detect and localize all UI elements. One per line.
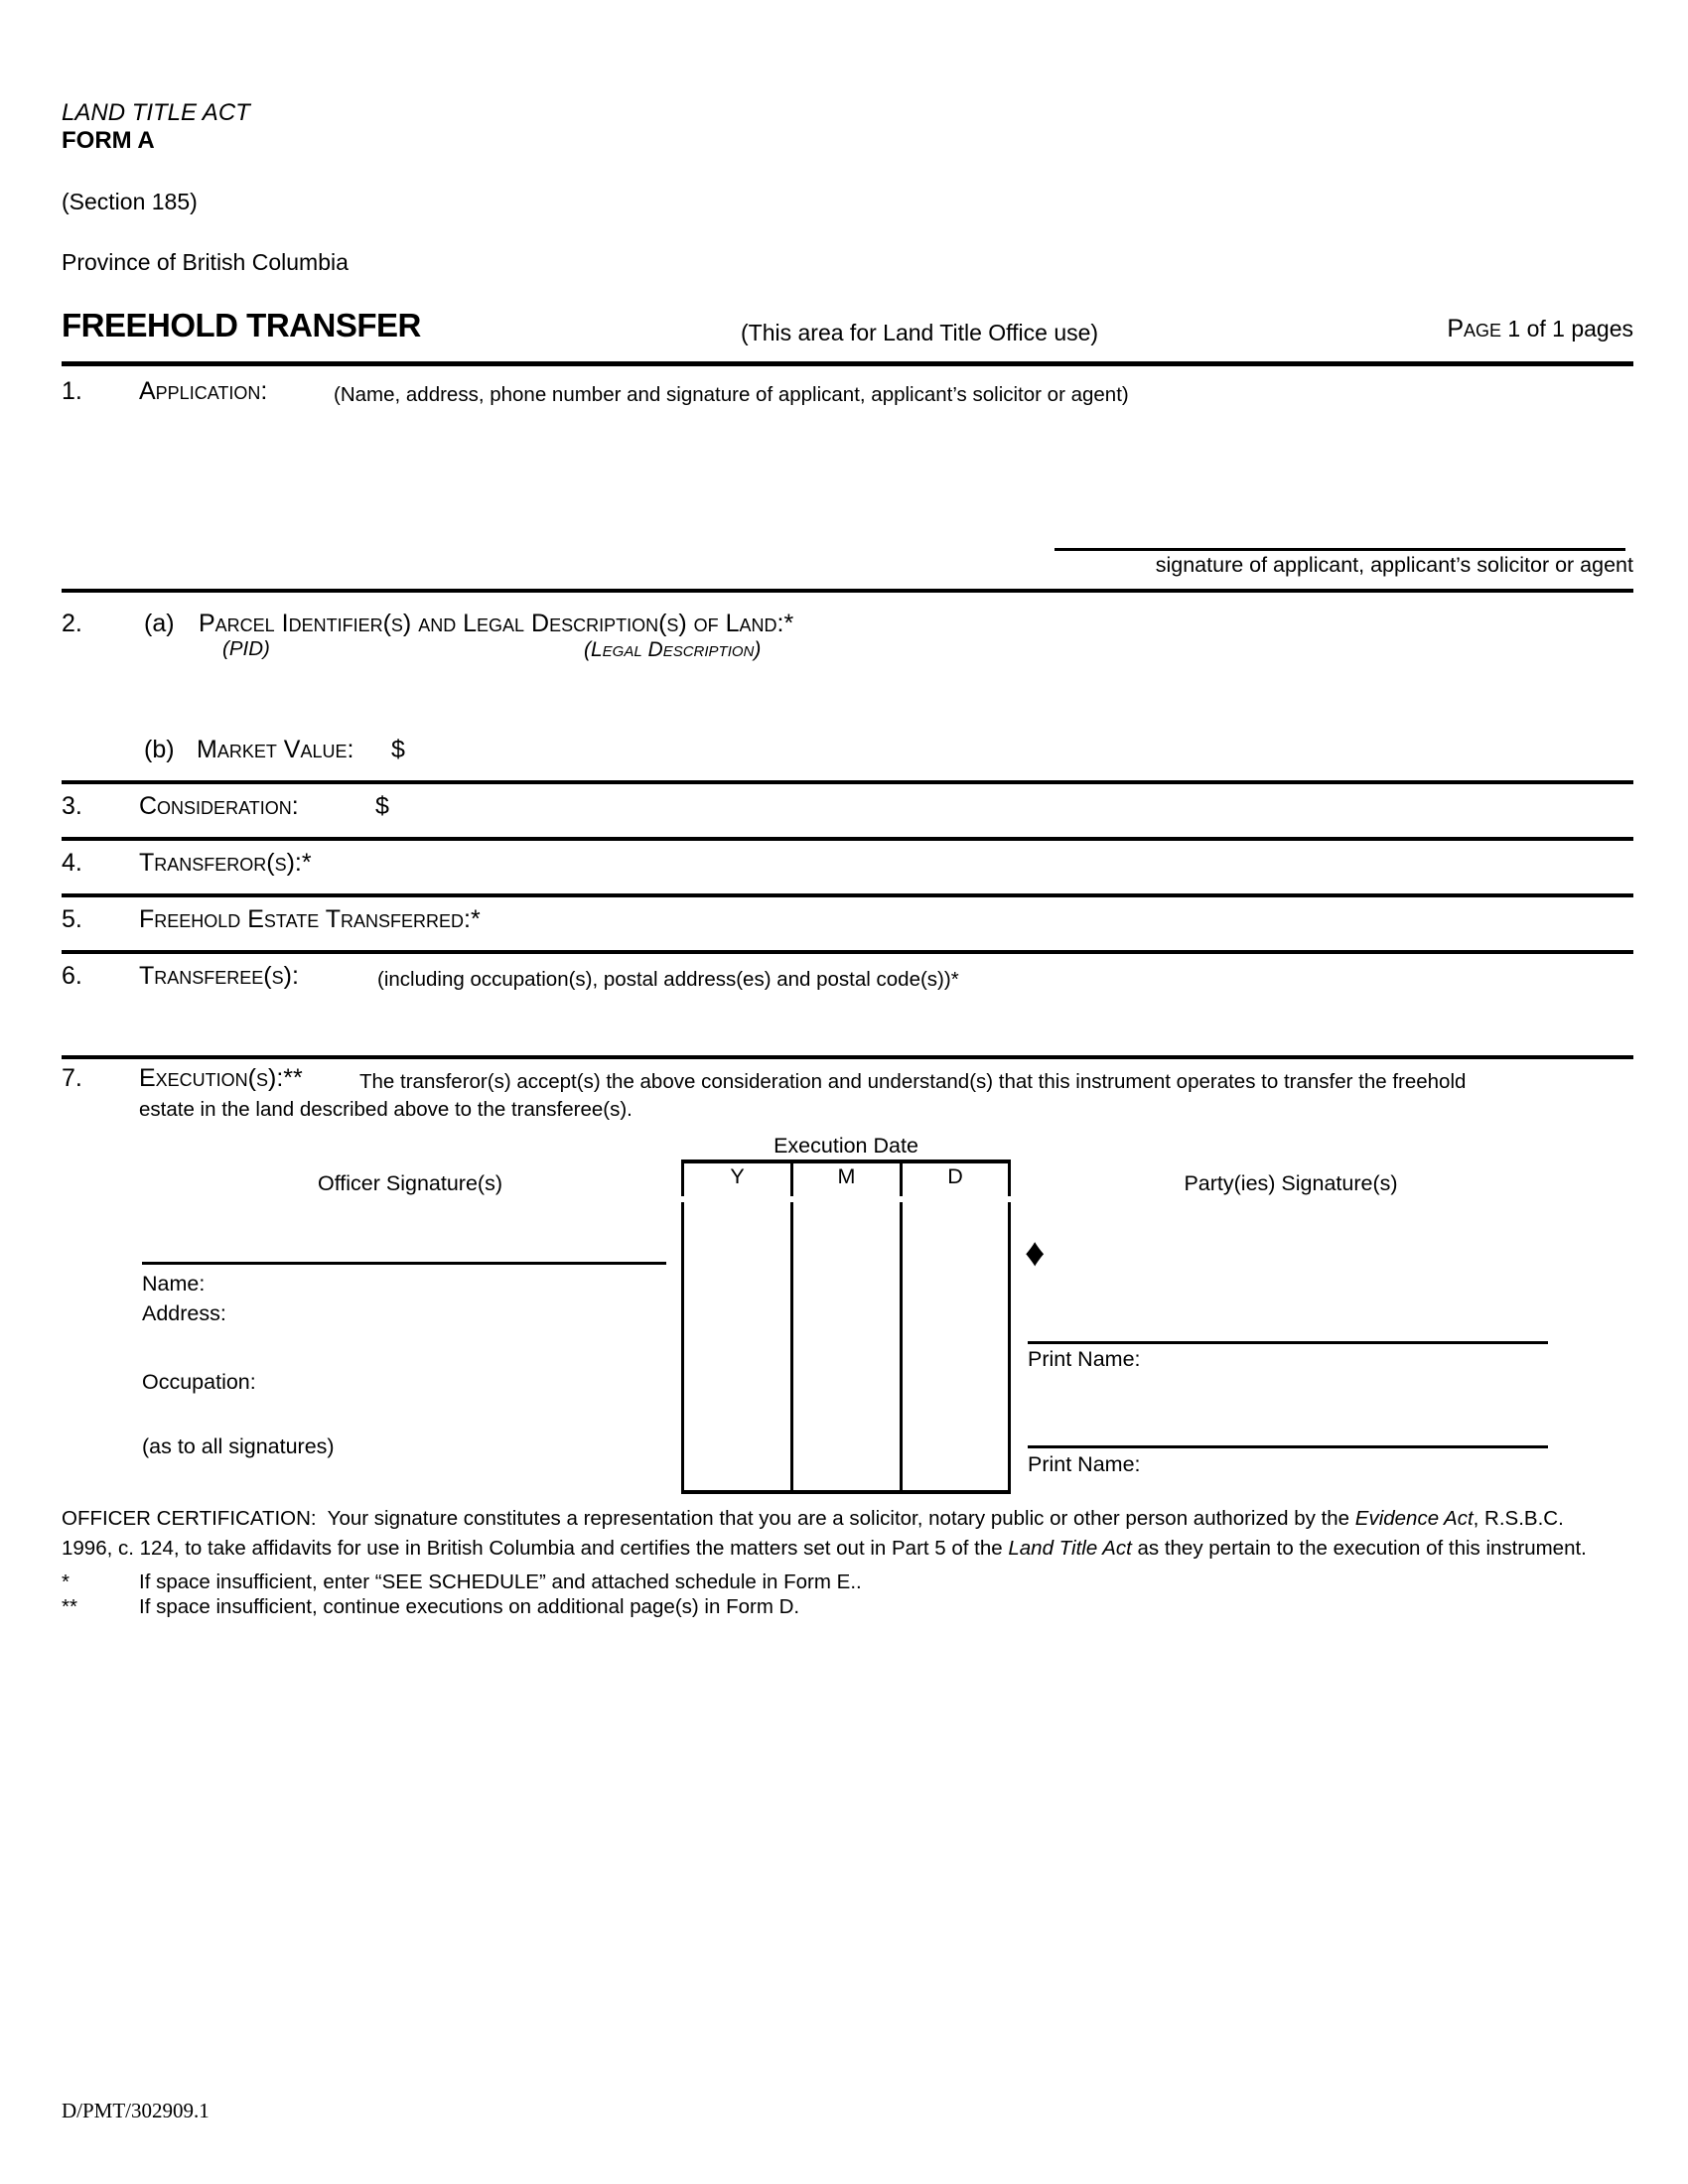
consideration-area[interactable] bbox=[401, 791, 997, 827]
page-count: 1 of 1 pages bbox=[1501, 316, 1633, 341]
section4-number: 4. bbox=[62, 849, 82, 877]
certification-text: 1996, c. 124, to take affidavits for use in British Columbia and certifies the matters set out in Part 5 of the bbox=[62, 1537, 1009, 1560]
rule-4 bbox=[62, 893, 1633, 897]
rule-1 bbox=[62, 589, 1633, 593]
section5-heading: Freehold Estate Transferred:* bbox=[139, 905, 481, 933]
document-number: D/PMT/302909.1 bbox=[62, 2099, 210, 2122]
certification-text: , R.S.B.C. bbox=[1473, 1507, 1564, 1530]
section-reference: (Section 185) bbox=[62, 189, 198, 214]
rule-3 bbox=[62, 837, 1633, 841]
footnote-marker: ** bbox=[62, 1595, 77, 1618]
officer-address-label: Address: bbox=[142, 1301, 226, 1325]
consideration-dollar: $ bbox=[375, 792, 389, 820]
party-signature-area-1[interactable] bbox=[1055, 1276, 1548, 1337]
date-month-cell[interactable] bbox=[793, 1202, 900, 1490]
print-name-label-1: Print Name: bbox=[1028, 1347, 1141, 1371]
section1-heading: Application: bbox=[139, 377, 268, 405]
officer-certification-line2 bbox=[62, 1537, 1587, 1562]
applicant-signature-caption: signature of applicant, applicant’s solicitor or agent bbox=[1155, 553, 1633, 577]
party-signature-line-2 bbox=[1028, 1445, 1548, 1448]
footnote-marker: * bbox=[62, 1570, 70, 1593]
transferee-area[interactable] bbox=[139, 995, 1628, 1052]
section6-heading: Transferee(s): bbox=[139, 962, 299, 990]
land-title-act-reference: Land Title Act bbox=[1008, 1537, 1132, 1560]
officer-signature-line bbox=[142, 1262, 666, 1265]
pid-label: (PID) bbox=[222, 637, 270, 660]
section3-heading: Consideration: bbox=[139, 792, 299, 820]
section6-number: 6. bbox=[62, 962, 82, 990]
footnote-text: If space insufficient, enter “SEE SCHEDULE” and attached schedule in Form E.. bbox=[139, 1570, 862, 1593]
section7-body-line2: estate in the land described above to the transferee(s). bbox=[139, 1098, 633, 1121]
section2a-heading: Parcel Identifier(s) and Legal Description(s) of Land:* bbox=[199, 610, 794, 637]
certification-text: as they pertain to the execution of this instrument. bbox=[1131, 1537, 1587, 1560]
date-table-vline bbox=[1008, 1202, 1011, 1490]
section7-body-line1: The transferor(s) accept(s) the above consideration and understand(s) that this instrument operates to transfer the freehold bbox=[359, 1070, 1467, 1093]
section4-heading: Transferor(s):* bbox=[139, 849, 312, 877]
print-name-label-2: Print Name: bbox=[1028, 1452, 1141, 1476]
rule-2 bbox=[62, 780, 1633, 784]
market-value-area[interactable] bbox=[417, 735, 914, 768]
section1-note: (Name, address, phone number and signature of applicant, applicant’s solicitor or agent) bbox=[334, 383, 1129, 406]
section2-number: 2. bbox=[62, 610, 82, 637]
date-table-top-border bbox=[681, 1160, 1011, 1163]
transferor-area[interactable] bbox=[417, 848, 1609, 886]
applicant-signature-line bbox=[1055, 548, 1625, 551]
section6-note: (including occupation(s), postal address(es) and postal code(s))* bbox=[377, 968, 959, 991]
officer-signature-header: Officer Signature(s) bbox=[317, 1171, 502, 1195]
section1-number: 1. bbox=[62, 377, 82, 405]
date-table-bottom-border bbox=[681, 1490, 1011, 1494]
party-signature-header: Party(ies) Signature(s) bbox=[1184, 1171, 1398, 1195]
act-title: LAND TITLE ACT bbox=[62, 99, 250, 126]
date-column-year-header: Y bbox=[730, 1164, 745, 1188]
page-title: FREEHOLD TRANSFER bbox=[62, 307, 421, 343]
page-indicator bbox=[1236, 314, 1633, 343]
officer-occupation-label: Occupation: bbox=[142, 1370, 256, 1394]
diamond-bullet-icon: ♦ bbox=[1025, 1231, 1046, 1275]
pid-area[interactable] bbox=[149, 663, 467, 725]
rule-top bbox=[62, 361, 1633, 366]
evidence-act-reference: Evidence Act bbox=[1354, 1507, 1474, 1530]
section7-number: 7. bbox=[62, 1064, 82, 1092]
date-column-day-header: D bbox=[947, 1164, 963, 1188]
market-value-dollar: $ bbox=[391, 736, 405, 763]
section3-number: 3. bbox=[62, 792, 82, 820]
party-signature-line-1 bbox=[1028, 1341, 1548, 1344]
section5-number: 5. bbox=[62, 905, 82, 933]
section2b-heading: Market Value: bbox=[197, 736, 354, 763]
legal-description-area[interactable] bbox=[477, 663, 1569, 725]
officer-name-label: Name: bbox=[142, 1272, 206, 1296]
officer-certification-line1 bbox=[62, 1507, 1564, 1532]
date-table-vline bbox=[1008, 1163, 1011, 1196]
office-use-note: (This area for Land Title Office use) bbox=[741, 320, 1099, 345]
date-year-cell[interactable] bbox=[684, 1202, 790, 1490]
legal-description-label: (Legal Description) bbox=[584, 638, 762, 661]
date-day-cell[interactable] bbox=[903, 1202, 1008, 1490]
province-label: Province of British Columbia bbox=[62, 249, 349, 275]
page-word: Page bbox=[1447, 315, 1501, 342]
certification-text: OFFICER CERTIFICATION: Your signature constitutes a representation that you are a solicitor, notary public or other person authorized by the bbox=[62, 1507, 1355, 1530]
section7-heading: Execution(s):** bbox=[139, 1064, 303, 1092]
officer-signature-area[interactable] bbox=[142, 1196, 666, 1260]
freehold-estate-area[interactable] bbox=[516, 904, 1609, 942]
rule-5 bbox=[62, 950, 1633, 954]
rule-6 bbox=[62, 1055, 1633, 1059]
date-column-month-header: M bbox=[837, 1164, 856, 1188]
party-signature-area-2[interactable] bbox=[1028, 1382, 1548, 1441]
execution-date-header: Execution Date bbox=[774, 1134, 918, 1158]
footnote-text: If space insufficient, continue executions on additional page(s) in Form D. bbox=[139, 1595, 800, 1618]
form-name: FORM A bbox=[62, 127, 155, 154]
section2a-label: (a) bbox=[144, 610, 175, 637]
applicant-signature-area[interactable] bbox=[1055, 496, 1625, 546]
section2b-label: (b) bbox=[144, 736, 175, 763]
as-to-all-signatures-label: (as to all signatures) bbox=[142, 1434, 335, 1458]
